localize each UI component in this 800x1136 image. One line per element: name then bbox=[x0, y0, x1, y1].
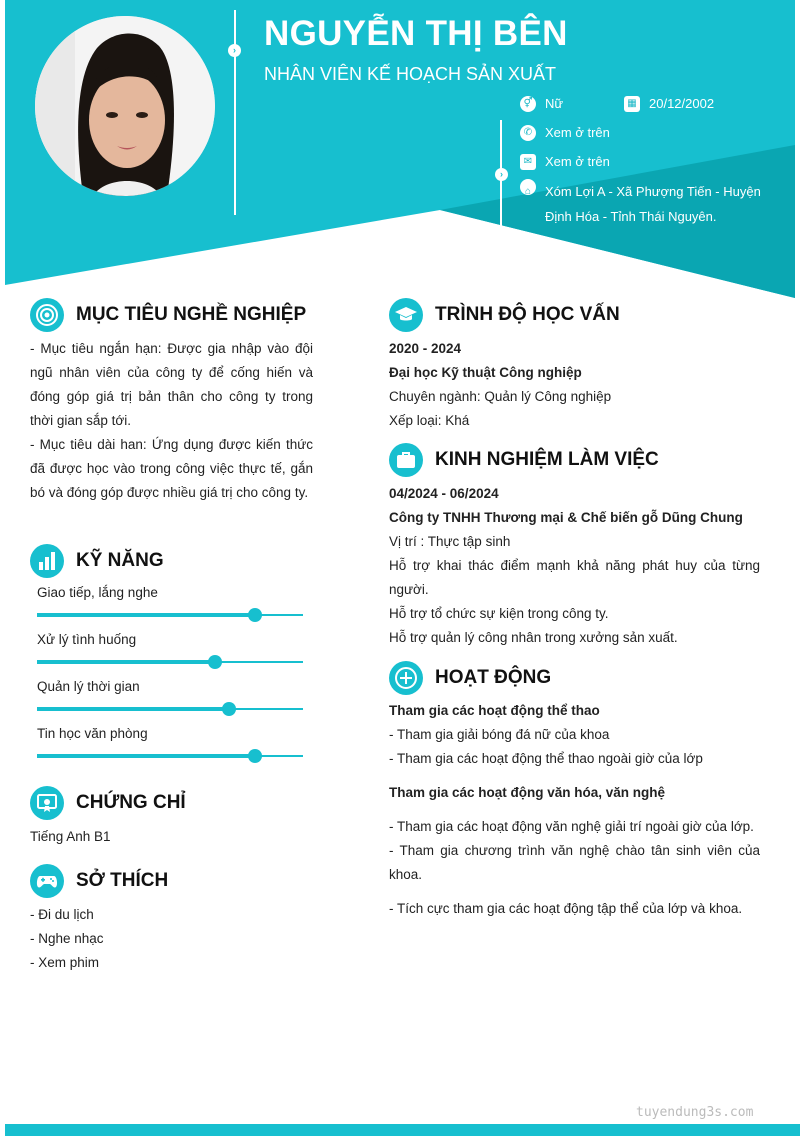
education-major: Chuyên ngành: Quản lý Công nghiệp bbox=[389, 389, 612, 404]
activities-heading: HOẠT ĐỘNG bbox=[435, 667, 552, 688]
skill-level-bar bbox=[37, 656, 303, 668]
experience-period: 04/2024 - 06/2024 bbox=[389, 486, 499, 501]
skill-level-knob bbox=[208, 655, 222, 669]
activity-closing: - Tích cực tham gia các hoạt động tập thể của lớp và khoa. bbox=[389, 901, 743, 916]
objective-text bbox=[30, 337, 313, 505]
watermark: tuyendung3s.com bbox=[636, 1105, 754, 1120]
education-period: 2020 - 2024 bbox=[389, 341, 462, 356]
activity-item: - Tham gia các hoạt động thể thao ngoài giờ của lớp bbox=[389, 751, 703, 766]
experience-heading: KINH NGHIỆM LÀM VIỆC bbox=[435, 449, 659, 470]
skill-level-bar bbox=[37, 609, 303, 621]
candidate-title: NHÂN VIÊN KẾ HOẠCH SẢN XUẤT bbox=[264, 64, 557, 84]
certificates-section-header bbox=[30, 786, 186, 820]
hobby-item: - Nghe nhạc bbox=[30, 931, 104, 946]
header-divider bbox=[234, 10, 236, 215]
mail-icon: ✉ bbox=[520, 154, 536, 170]
graduation-cap-icon bbox=[389, 298, 423, 332]
target-icon bbox=[30, 298, 64, 332]
education-heading: TRÌNH ĐỘ HỌC VẤN bbox=[435, 304, 620, 325]
objective-long-term: - Mục tiêu dài han: Ứng dụng được kiến thức đã được học vào trong công việc thực tế, gắn bó và đóng góp được nhiều giá trị cho công ty. bbox=[30, 437, 313, 500]
email-item bbox=[520, 154, 610, 170]
objective-section-header bbox=[30, 298, 306, 332]
certificate-icon bbox=[30, 786, 64, 820]
address-line-1: Xóm Lợi A - Xã Phượng Tiến - Huyện bbox=[545, 184, 761, 199]
skill-level-knob bbox=[248, 608, 262, 622]
education-section-header bbox=[389, 298, 620, 332]
dob-value: 20/12/2002 bbox=[649, 96, 715, 111]
objective-short-term: - Mục tiêu ngắn hạn: Được gia nhập vào đội ngũ nhân viên của công ty để cống hiến và đóng góp giá trị bản thân cho công ty trong thời gian sắp tới. bbox=[30, 341, 313, 428]
skill-level-knob bbox=[222, 702, 236, 716]
phone-icon: ✆ bbox=[520, 125, 536, 141]
bar-chart-icon bbox=[30, 544, 64, 578]
gamepad-icon bbox=[30, 864, 64, 898]
footer-bar bbox=[5, 1124, 800, 1136]
activity-item: - Tham gia giải bóng đá nữ của khoa bbox=[389, 727, 610, 742]
skill-level-knob bbox=[248, 749, 262, 763]
certificate-item: Tiếng Anh B1 bbox=[30, 829, 111, 844]
phone-value: Xem ở trên bbox=[545, 125, 610, 140]
gender-value: Nữ bbox=[545, 96, 564, 111]
address-line-2: Định Hóa - Tỉnh Thái Nguyên. bbox=[545, 209, 717, 224]
skill-level-bar bbox=[37, 750, 303, 762]
experience-duty: Hỗ trợ khai thác điểm mạnh khả năng phát huy của từng người. bbox=[389, 558, 760, 597]
address-item bbox=[520, 183, 761, 229]
skill-label: Quản lý thời gian bbox=[37, 679, 140, 694]
experience-duty: Hỗ trợ quản lý công nhân trong xưởng sản xuất. bbox=[389, 630, 678, 645]
experience-duty: Hỗ trợ tổ chức sự kiện trong công ty. bbox=[389, 606, 609, 621]
chevron-right-icon: › bbox=[228, 44, 241, 57]
activity-item: - Tham gia chương trình văn nghệ chào tân sinh viên của khoa. bbox=[389, 843, 760, 882]
activities-details bbox=[389, 699, 760, 921]
email-value: Xem ở trên bbox=[545, 154, 610, 169]
phone-item bbox=[520, 125, 610, 141]
chevron-right-icon: › bbox=[495, 168, 508, 181]
profile-photo bbox=[35, 16, 215, 196]
candidate-name: NGUYỄN THỊ BÊN bbox=[264, 14, 568, 53]
skill-label: Giao tiếp, lắng nghe bbox=[37, 585, 158, 600]
skill-item bbox=[37, 632, 303, 668]
experience-company: Công ty TNHH Thương mại & Chế biến gỗ Dũng Chung bbox=[389, 510, 743, 525]
skill-label: Xử lý tình huống bbox=[37, 632, 137, 647]
briefcase-icon bbox=[389, 443, 423, 477]
experience-details bbox=[389, 482, 760, 650]
education-grade: Xếp loại: Khá bbox=[389, 413, 470, 428]
activity-group-title: Tham gia các hoạt động văn hóa, văn nghệ bbox=[389, 785, 666, 800]
certificates-heading: CHỨNG CHỈ bbox=[76, 792, 186, 813]
gender-item bbox=[520, 96, 563, 112]
skill-level-bar bbox=[37, 703, 303, 715]
objective-heading: MỤC TIÊU NGHỀ NGHIỆP bbox=[76, 304, 307, 325]
skill-label: Tin học văn phòng bbox=[37, 726, 148, 741]
skills-section-header bbox=[30, 544, 164, 578]
dob-item bbox=[624, 96, 714, 112]
activity-item: - Tham gia các hoạt động văn nghệ giải trí ngoài giờ của lớp. bbox=[389, 819, 754, 834]
education-details bbox=[389, 337, 760, 433]
hobby-item: - Đi du lịch bbox=[30, 907, 94, 922]
experience-section-header bbox=[389, 443, 659, 477]
gender-icon: ⚥ bbox=[520, 96, 536, 112]
activities-section-header bbox=[389, 661, 551, 695]
skill-item bbox=[37, 679, 303, 715]
calendar-icon: ▦ bbox=[624, 96, 640, 112]
experience-position: Vị trí : Thực tập sinh bbox=[389, 534, 511, 549]
plus-circle-icon bbox=[389, 661, 423, 695]
hobbies-list bbox=[30, 903, 104, 975]
skill-item bbox=[37, 726, 303, 762]
home-icon: ⌂ bbox=[520, 179, 536, 195]
skill-item bbox=[37, 585, 303, 621]
hobbies-heading: SỞ THÍCH bbox=[76, 870, 169, 891]
education-school: Đại học Kỹ thuật Công nghiệp bbox=[389, 365, 582, 380]
activity-group-title: Tham gia các hoạt động thể thao bbox=[389, 703, 600, 718]
hobbies-section-header bbox=[30, 864, 168, 898]
address-value bbox=[545, 179, 761, 229]
skills-heading: KỸ NĂNG bbox=[76, 550, 164, 571]
hobby-item: - Xem phim bbox=[30, 955, 100, 970]
